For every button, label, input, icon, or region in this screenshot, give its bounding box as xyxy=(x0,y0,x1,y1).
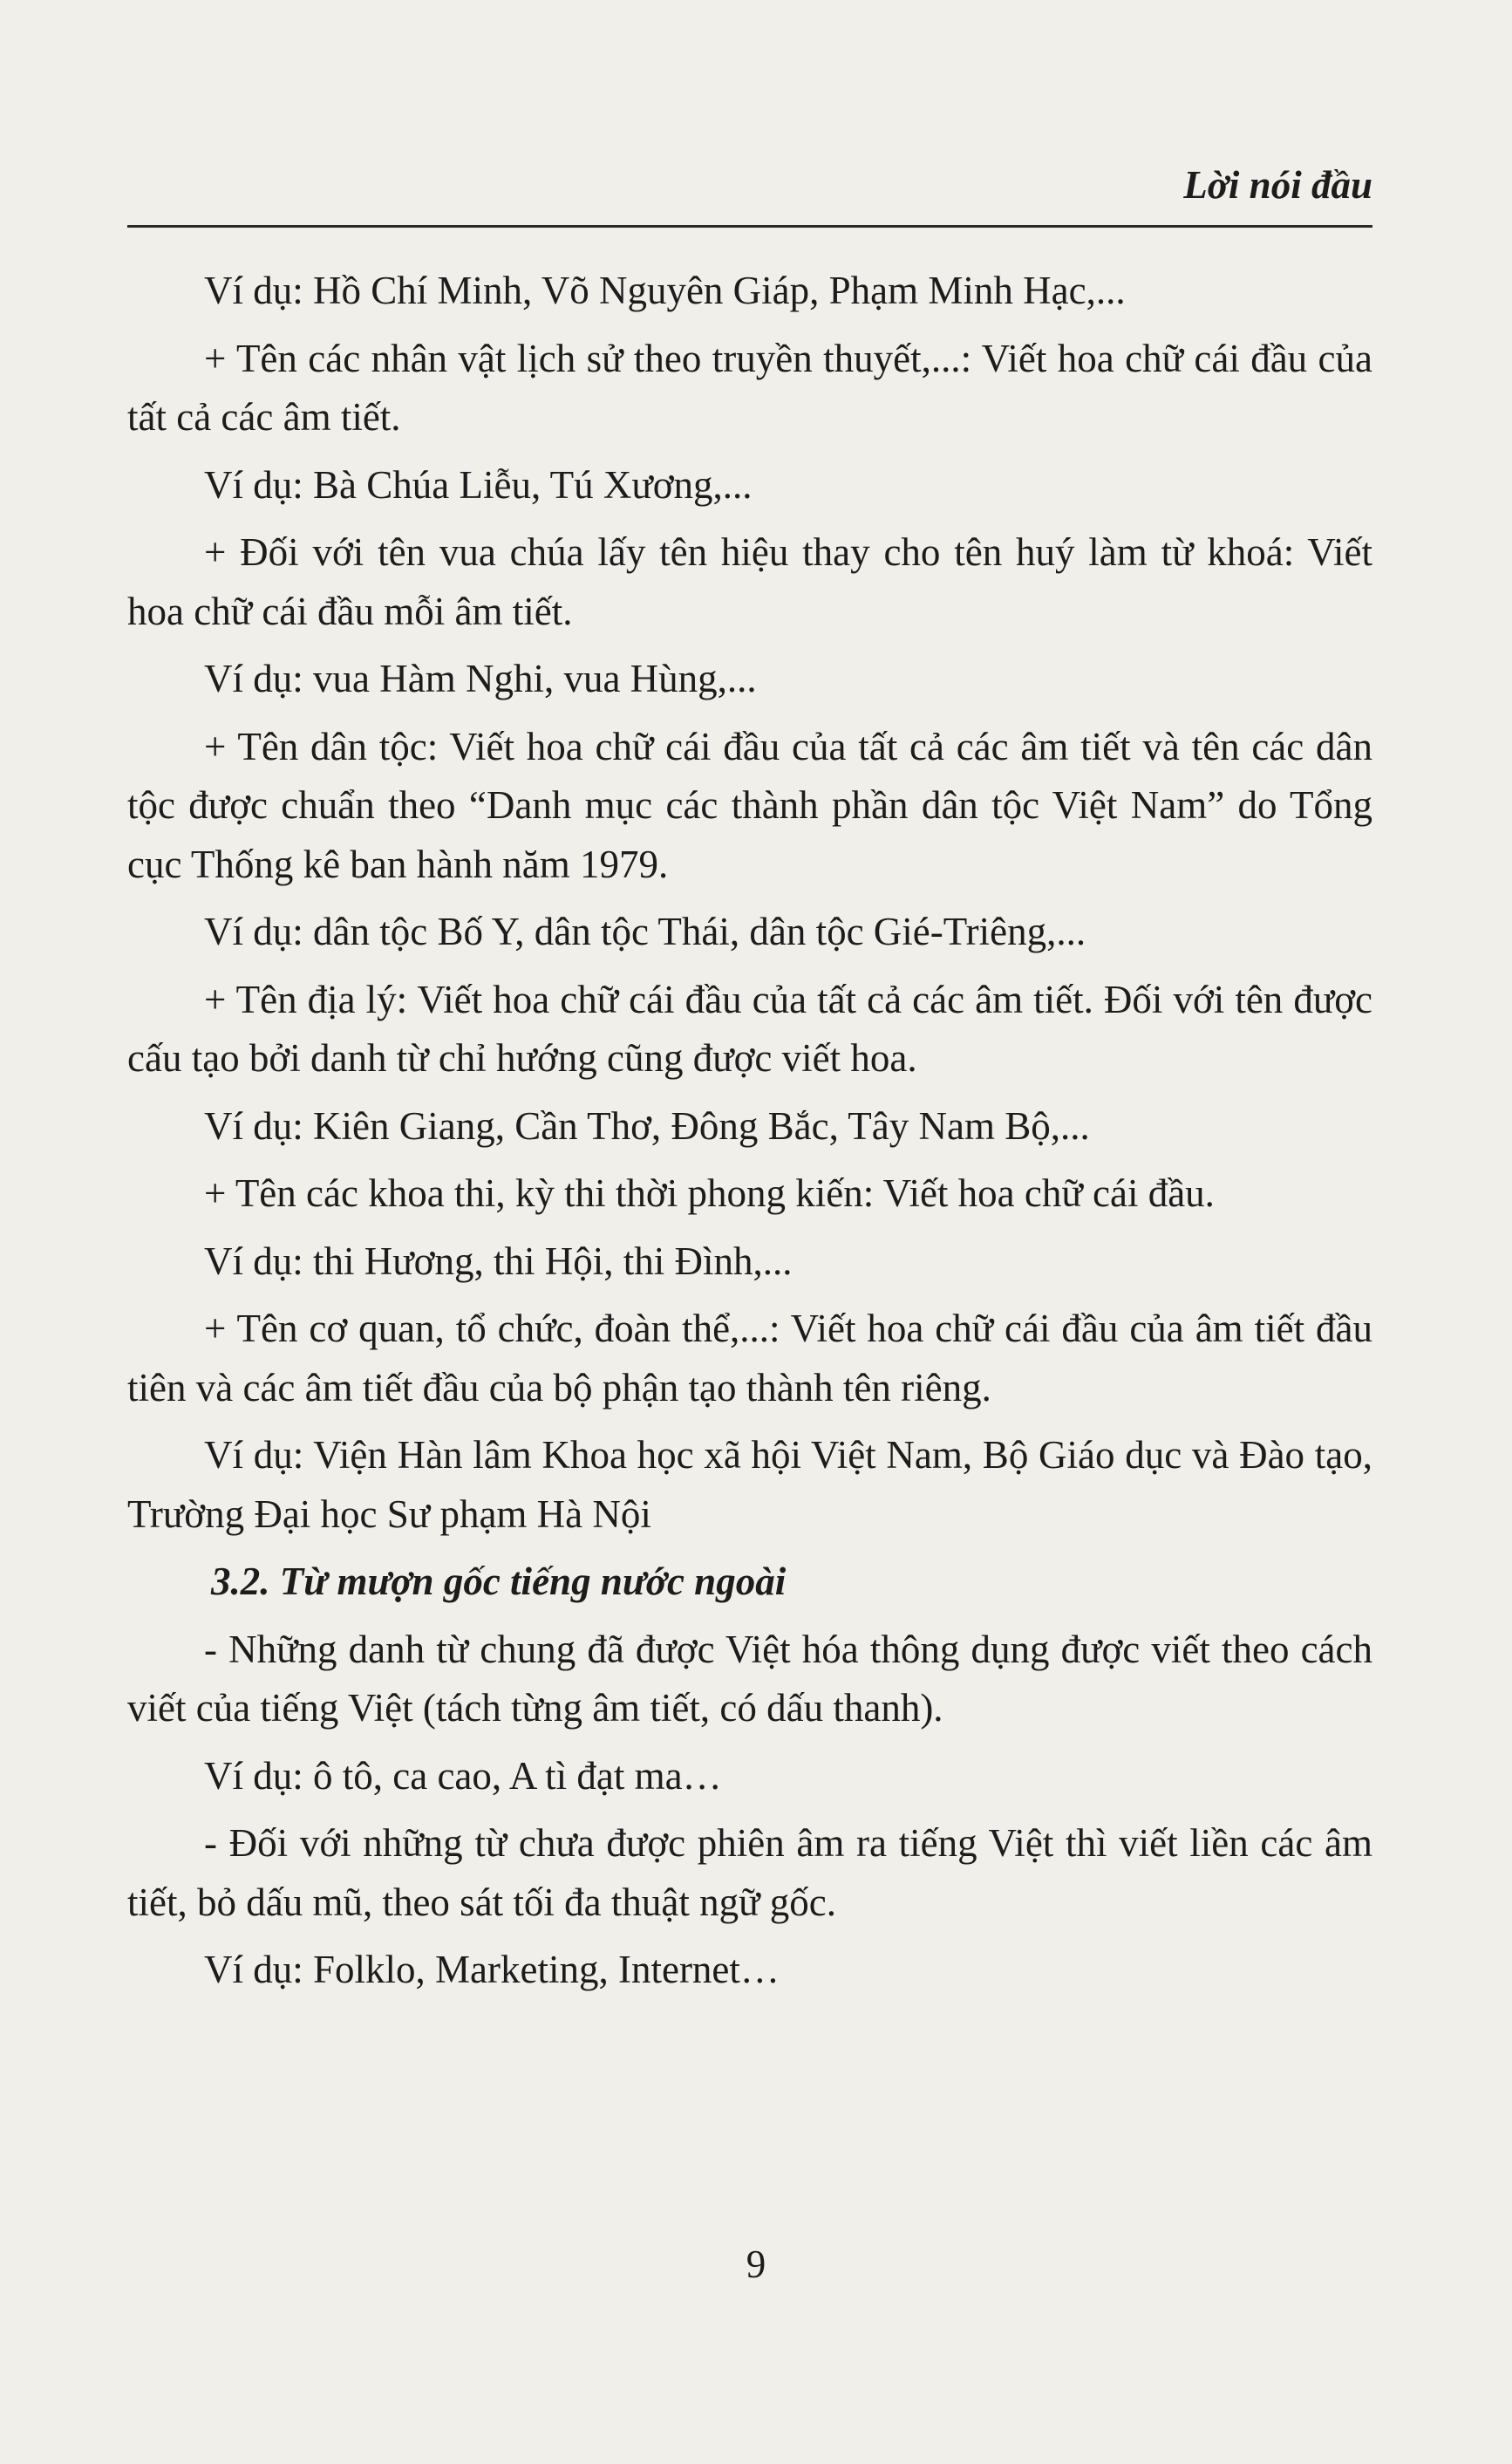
example-geography: Ví dụ: Kiên Giang, Cần Thơ, Đông Bắc, Tây Nam Bộ,... xyxy=(204,1103,1090,1148)
section-heading-3-2: 3.2. Từ mượn gốc tiếng nước ngoài xyxy=(211,1560,787,1603)
rule-organizations: + Tên cơ quan, tổ chức, đoàn thể,...: Viết hoa chữ cái đầu của âm tiết đầu tiên và các âm tiết đầu của bộ phận tạo thành tên riêng. xyxy=(127,1307,1372,1409)
example-legendary: Ví dụ: Bà Chúa Liễu, Tú Xương,... xyxy=(204,462,753,507)
example-hcm: Ví dụ: Hồ Chí Minh, Võ Nguyên Giáp, Phạm Minh Hạc,... xyxy=(204,269,1126,312)
example-exams: Ví dụ: thi Hương, thi Hội, thi Đình,... xyxy=(204,1239,793,1283)
rule-geography: + Tên địa lý: Viết hoa chữ cái đầu của tất cả các âm tiết. Đối với tên được cấu tạo bởi danh từ chỉ hướng cũng được viết hoa. xyxy=(127,977,1372,1080)
page-number: 9 xyxy=(746,2242,766,2286)
header-divider xyxy=(127,225,1372,228)
rule-exams: + Tên các khoa thi, kỳ thi thời phong kiến: Viết hoa chữ cái đầu. xyxy=(204,1171,1215,1215)
example-unphoneticized: Ví dụ: Folklo, Marketing, Internet… xyxy=(204,1948,780,1991)
rule-ethnic-groups: + Tên dân tộc: Viết hoa chữ cái đầu của tất cả các âm tiết và tên các dân tộc được chuẩn theo “Danh mục các thành phần dân tộc Việt Nam” do Tổng cục Thống kê ban hành năm 1979. xyxy=(127,724,1372,886)
rule-vietnamized-nouns: - Những danh từ chung đã được Việt hóa thông dụng được viết theo cách viết của tiếng Việt (tách từng âm tiết, có dấu thanh). xyxy=(127,1627,1372,1730)
rule-kings: + Đối với tên vua chúa lấy tên hiệu thay cho tên huý làm từ khoá: Viết hoa chữ cái đầu mỗi âm tiết. xyxy=(127,530,1372,633)
example-kings: Ví dụ: vua Hàm Nghi, vua Hùng,... xyxy=(204,657,757,700)
example-vietnamized: Ví dụ: ô tô, ca cao, A tì đạt ma… xyxy=(204,1753,722,1798)
example-ethnic: Ví dụ: dân tộc Bố Y, dân tộc Thái, dân tộc Gié-Triêng,... xyxy=(204,910,1086,953)
rule-unphoneticized: - Đối với những từ chưa được phiên âm ra tiếng Việt thì viết liền các âm tiết, bỏ dấu mũ, theo sát tối đa thuật ngữ gốc. xyxy=(127,1821,1372,1924)
rule-legendary-figures: + Tên các nhân vật lịch sử theo truyền thuyết,...: Viết hoa chữ cái đầu của tất cả các âm tiết. xyxy=(127,336,1372,439)
page-body xyxy=(127,262,1372,2009)
running-header-title: Lời nói đầu xyxy=(1183,163,1372,207)
example-organizations: Ví dụ: Viện Hàn lâm Khoa học xã hội Việt Nam, Bộ Giáo dục và Đào tạo, Trường Đại học Sư phạm Hà Nội xyxy=(127,1433,1372,1536)
